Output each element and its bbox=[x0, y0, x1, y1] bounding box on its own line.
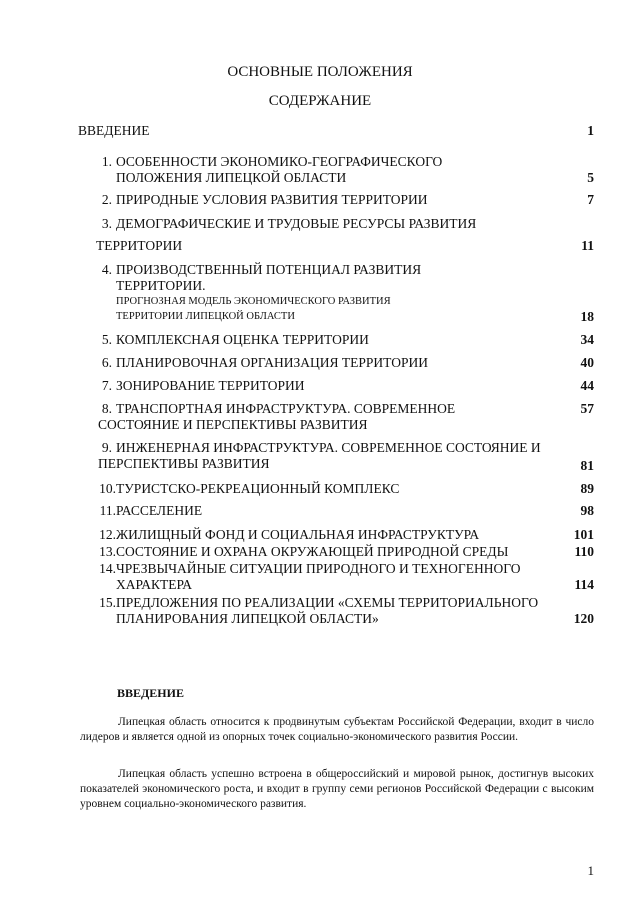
toc-page-number: 1 bbox=[587, 123, 594, 138]
toc-entry-label: ИНЖЕНЕРНАЯ ИНФРАСТРУКТУРА. СОВРЕМЕННОЕ СОСТОЯНИЕ И bbox=[116, 440, 541, 455]
toc-entry-number: 2. bbox=[101, 192, 112, 207]
toc-entry-label: ЧРЕЗВЫЧАЙНЫЕ СИТУАЦИИ ПРИРОДНОГО И ТЕХНОГЕННОГО bbox=[116, 561, 521, 576]
toc-page-number: 120 bbox=[573, 611, 594, 626]
toc-entry-label: ВВЕДЕНИЕ bbox=[78, 123, 150, 138]
toc-entry-number: 1. bbox=[101, 154, 112, 169]
toc-entry-label: ТЕРРИТОРИИ bbox=[96, 238, 183, 253]
toc-entry-sublabel: ПРОГНОЗНАЯ МОДЕЛЬ ЭКОНОМИЧЕСКОГО РАЗВИТИЯ bbox=[116, 296, 391, 307]
toc-page-number: 7 bbox=[587, 192, 594, 207]
intro-paragraph-1: Липецкая область относится к продвинутым субъектам Российской Федерации, входит в число лидеров и является одной из опорных точек социально-экономического развития России. bbox=[80, 716, 594, 743]
toc-entry-number: 8. bbox=[101, 401, 112, 416]
document-title: ОСНОВНЫЕ ПОЛОЖЕНИЯ bbox=[227, 64, 413, 80]
toc-page-number: 40 bbox=[580, 355, 594, 370]
toc-page-number: 57 bbox=[580, 401, 594, 416]
section-heading-intro: ВВЕДЕНИЕ bbox=[117, 686, 184, 700]
toc-page-number: 5 bbox=[587, 170, 594, 185]
toc-entry-label: ТУРИСТСКО-РЕКРЕАЦИОННЫЙ КОМПЛЕКС bbox=[116, 481, 400, 496]
contents-heading: СОДЕРЖАНИЕ bbox=[268, 93, 372, 109]
intro-paragraph-2: Липецкая область успешно встроена в общероссийский и мировой рынок, достигнув высоких показателей экономического роста, и входит в группу семи регионов Российской Федерации с высоким уровнем социально-экономического развития. bbox=[80, 768, 594, 810]
toc-page-number: 110 bbox=[574, 544, 594, 559]
toc-entry-label: ПРОИЗВОДСТВЕННЫЙ ПОТЕНЦИАЛ РАЗВИТИЯ bbox=[116, 262, 422, 277]
toc-entry-sublabel: ТЕРРИТОРИИ ЛИПЕЦКОЙ ОБЛАСТИ bbox=[116, 311, 295, 322]
toc-entry-label: ДЕМОГРАФИЧЕСКИЕ И ТРУДОВЫЕ РЕСУРСЫ РАЗВИТИЯ bbox=[116, 216, 477, 231]
toc-entry-label: СОСТОЯНИЕ И ОХРАНА ОКРУЖАЮЩЕЙ ПРИРОДНОЙ СРЕДЫ bbox=[116, 544, 509, 559]
toc-entry-label: ХАРАКТЕРА bbox=[116, 577, 193, 592]
toc-entry-number: 12. bbox=[99, 527, 116, 542]
toc-entry-number: 4. bbox=[101, 262, 112, 277]
toc-entry-number: 6. bbox=[101, 355, 112, 370]
toc-entry-number: 10. bbox=[99, 481, 116, 496]
toc-page-number: 44 bbox=[580, 378, 594, 393]
toc-entry-label: ЗОНИРОВАНИЕ ТЕРРИТОРИИ bbox=[116, 378, 305, 393]
toc-entry-number: 15. bbox=[99, 595, 116, 610]
toc-entry-label: ПРИРОДНЫЕ УСЛОВИЯ РАЗВИТИЯ ТЕРРИТОРИИ bbox=[116, 192, 428, 207]
toc-entry-label: ТРАНСПОРТНАЯ ИНФРАСТРУКТУРА. СОВРЕМЕННОЕ bbox=[116, 401, 456, 416]
toc-entry-number: 13. bbox=[99, 544, 116, 559]
toc-page-number: 81 bbox=[580, 458, 594, 473]
toc-entry-label: СОСТОЯНИЕ И ПЕРСПЕКТИВЫ РАЗВИТИЯ bbox=[98, 417, 368, 432]
toc-entry-label: КОМПЛЕКСНАЯ ОЦЕНКА ТЕРРИТОРИИ bbox=[116, 332, 369, 347]
toc-page-number: 101 bbox=[573, 527, 594, 542]
toc-page-number: 89 bbox=[580, 481, 594, 496]
toc-page-number: 18 bbox=[580, 309, 594, 324]
toc-entry-number: 14. bbox=[99, 561, 116, 576]
page-number: 1 bbox=[587, 863, 594, 878]
toc-entry-number: 11. bbox=[99, 503, 116, 518]
toc-page-number: 98 bbox=[580, 503, 594, 518]
toc-entry-number: 3. bbox=[101, 216, 112, 231]
toc-entry-label: ПЕРСПЕКТИВЫ РАЗВИТИЯ bbox=[98, 456, 270, 471]
toc-entry-number: 7. bbox=[101, 378, 112, 393]
toc-entry-label: ПОЛОЖЕНИЯ ЛИПЕЦКОЙ ОБЛАСТИ bbox=[116, 170, 347, 185]
toc-entry-number: 9. bbox=[101, 440, 112, 455]
toc-entry-label: РАССЕЛЕНИЕ bbox=[116, 503, 203, 518]
toc-entry-label: ОСОБЕННОСТИ ЭКОНОМИКО-ГЕОГРАФИЧЕСКОГО bbox=[116, 154, 443, 169]
toc-entry-label: ПРЕДЛОЖЕНИЯ ПО РЕАЛИЗАЦИИ «СХЕМЫ ТЕРРИТОРИАЛЬНОГО bbox=[116, 595, 539, 610]
toc-entry-label: ТЕРРИТОРИИ. bbox=[116, 278, 206, 293]
toc-entry-label: ПЛАНИРОВОЧНАЯ ОРГАНИЗАЦИЯ ТЕРРИТОРИИ bbox=[116, 355, 428, 370]
toc-entry-label: ПЛАНИРОВАНИЯ ЛИПЕЦКОЙ ОБЛАСТИ» bbox=[116, 611, 379, 626]
toc-page-number: 114 bbox=[574, 577, 594, 592]
toc-entry-label: ЖИЛИЩНЫЙ ФОНД И СОЦИАЛЬНАЯ ИНФРАСТРУКТУРА bbox=[116, 527, 480, 542]
toc-page-number: 11 bbox=[581, 238, 594, 253]
toc-entry-number: 5. bbox=[101, 332, 112, 347]
toc-page-number: 34 bbox=[580, 332, 594, 347]
